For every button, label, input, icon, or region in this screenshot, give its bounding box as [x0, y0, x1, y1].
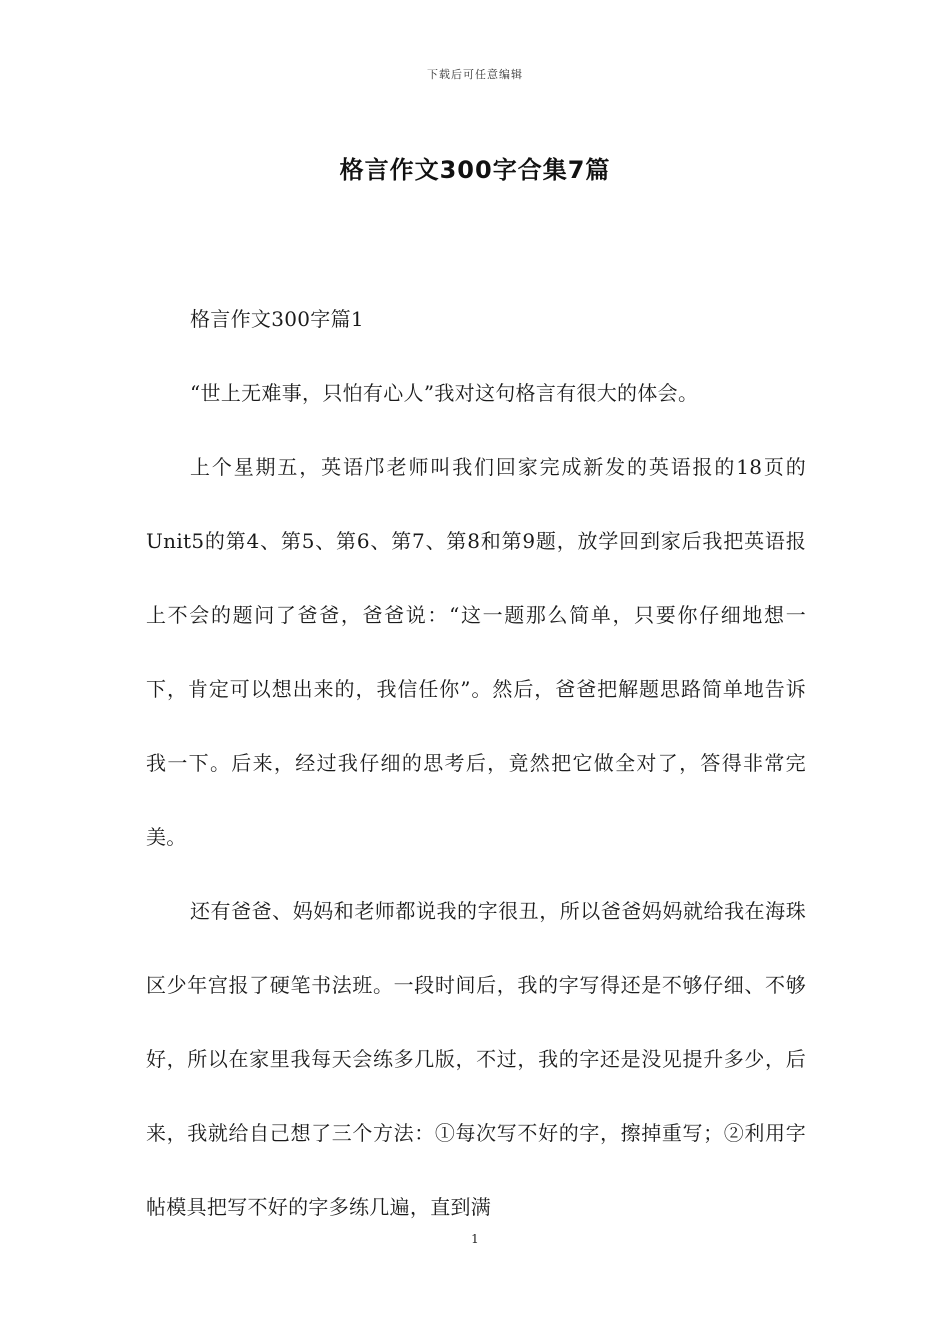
document-body [146, 282, 806, 1244]
document-title: 格言作文300字合集7篇 [339, 156, 611, 184]
section-heading: 格言作文300字篇1 [190, 307, 364, 331]
page-number: 1 [471, 1232, 479, 1246]
header-note: 下载后可任意编辑 [427, 68, 523, 81]
paragraph: “世上无难事，只怕有心人”我对这句格言有很大的体会。 [190, 381, 699, 405]
paragraph: 还有爸爸、妈妈和老师都说我的字很丑，所以爸爸妈妈就给我在海珠区少年宫报了硬笔书法班。一段时间后，我的字写得还是不够仔细、不够好，所以在家里我每天会练多几版，不过，我的字还是没见提升多少，后来，我就给自己想了三个方法：①每次写不好的字，擦掉重写；②利用字帖模具把写不好的字多练几遍，直到满 [146, 899, 806, 1219]
paragraph: 上个星期五，英语邝老师叫我们回家完成新发的英语报的18页的Unit5的第4、第5、第6、第7、第8和第9题，放学回到家后我把英语报上不会的题问了爸爸，爸爸说：“这一题那么简单，只要你仔细地想一下，肯定可以想出来的，我信任你”。然后，爸爸把解题思路简单地告诉我一下。后来，经过我仔细的思考后，竟然把它做全对了，答得非常完美。 [146, 455, 806, 849]
